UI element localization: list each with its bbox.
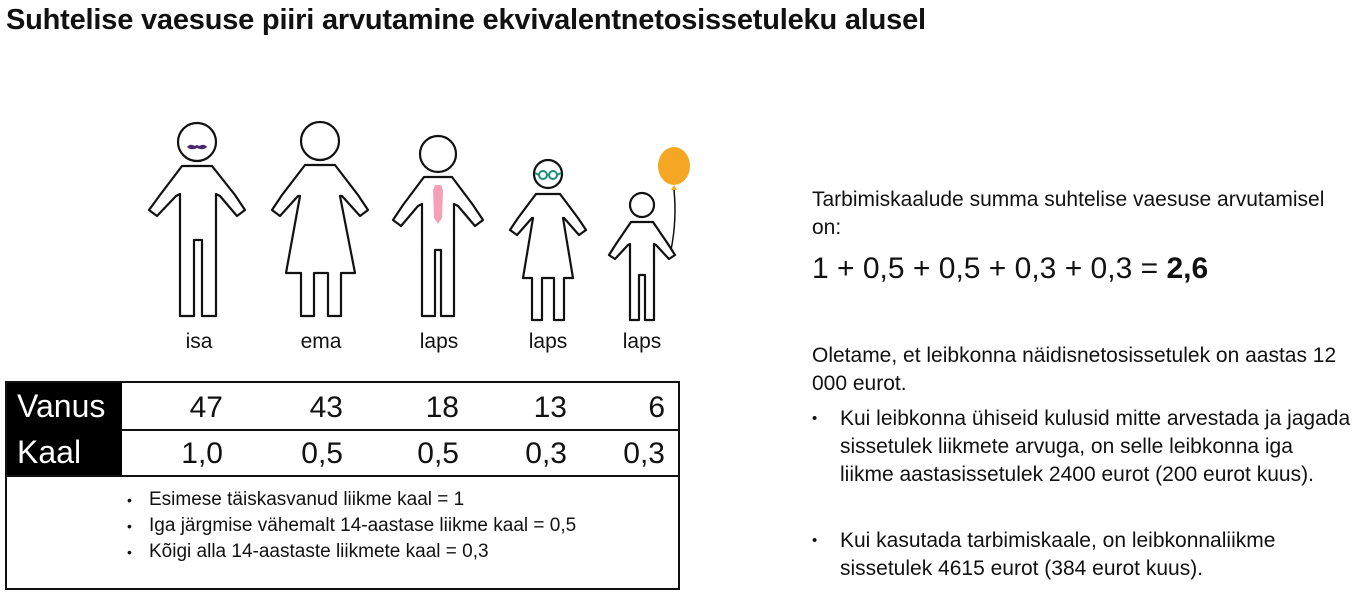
age-cell: 6 [648,391,665,424]
bullet-icon: • [812,532,818,549]
weight-header: Kaal [7,429,122,475]
weights-formula [812,252,1352,286]
weight-cell: 1,0 [181,437,223,470]
formula-expression: 1 + 0,5 + 0,5 + 0,3 + 0,3 = [812,252,1159,285]
child-figure [609,193,675,320]
member-label-child-2: laps [528,330,568,353]
age-row [7,383,678,431]
weight-cell: 0,3 [623,437,665,470]
member-label-mother: ema [300,330,342,353]
age-cell: 43 [309,391,343,424]
weight-cell: 0,3 [525,437,567,470]
member-label-child-3: laps [622,330,662,353]
daughter-figure [510,160,586,320]
weights-sum-intro: Tarbimiskaalude summa suhtelise vaesuse arvutamisel on: [812,188,1325,239]
age-cell: 13 [533,391,567,424]
tie-icon [433,185,443,224]
family-figures [140,110,700,325]
weight-cell: 0,5 [301,437,343,470]
mother-figure [272,122,368,316]
age-header: Vanus [7,383,122,429]
bullet-text: Kui leibkonna ühiseid kulusid mitte arvestada ja jagada sissetulek liikmete arvuga, on selle leibkonna iga liikme aastasissetulek 2400 eurot (200 eurot kuus). [840,407,1351,486]
age-cell: 47 [189,391,223,424]
bullet-text: Kui kasutada tarbimiskaale, on leibkonnaliikme sissetulek 4615 eurot (384 eurot kuus). [840,529,1276,580]
weight-rules [7,479,678,565]
member-label-child-1: laps [419,330,459,353]
member-label-father: isa [185,330,213,353]
father-figure [149,123,245,316]
bullet-icon: • [812,410,818,427]
son-figure [393,136,483,316]
income-example: Oletame, et leibkonna näidisnetosissetulek on aastas 12 000 eurot. [812,344,1337,395]
glasses-icon [535,171,561,179]
balloon-icon [658,147,690,185]
rule-item: • Esimese täiskasvanud liikme kaal = 1 [149,487,678,513]
page-title: Suhtelise vaesuse piiri arvutamine ekvivalentnetosissetuleku alusel [6,4,926,36]
weight-cell: 0,5 [417,437,459,470]
age-cell: 18 [425,391,459,424]
weight-row [7,429,678,477]
rule-item: • Iga järgmise vähemalt 14-aastase liikme kaal = 0,5 [149,513,678,539]
formula-result: 2,6 [1166,252,1209,285]
mustache-icon [187,145,207,150]
weights-table [5,381,680,590]
rule-item: • Kõigi alla 14-aastaste liikmete kaal = 0,3 [149,539,678,565]
